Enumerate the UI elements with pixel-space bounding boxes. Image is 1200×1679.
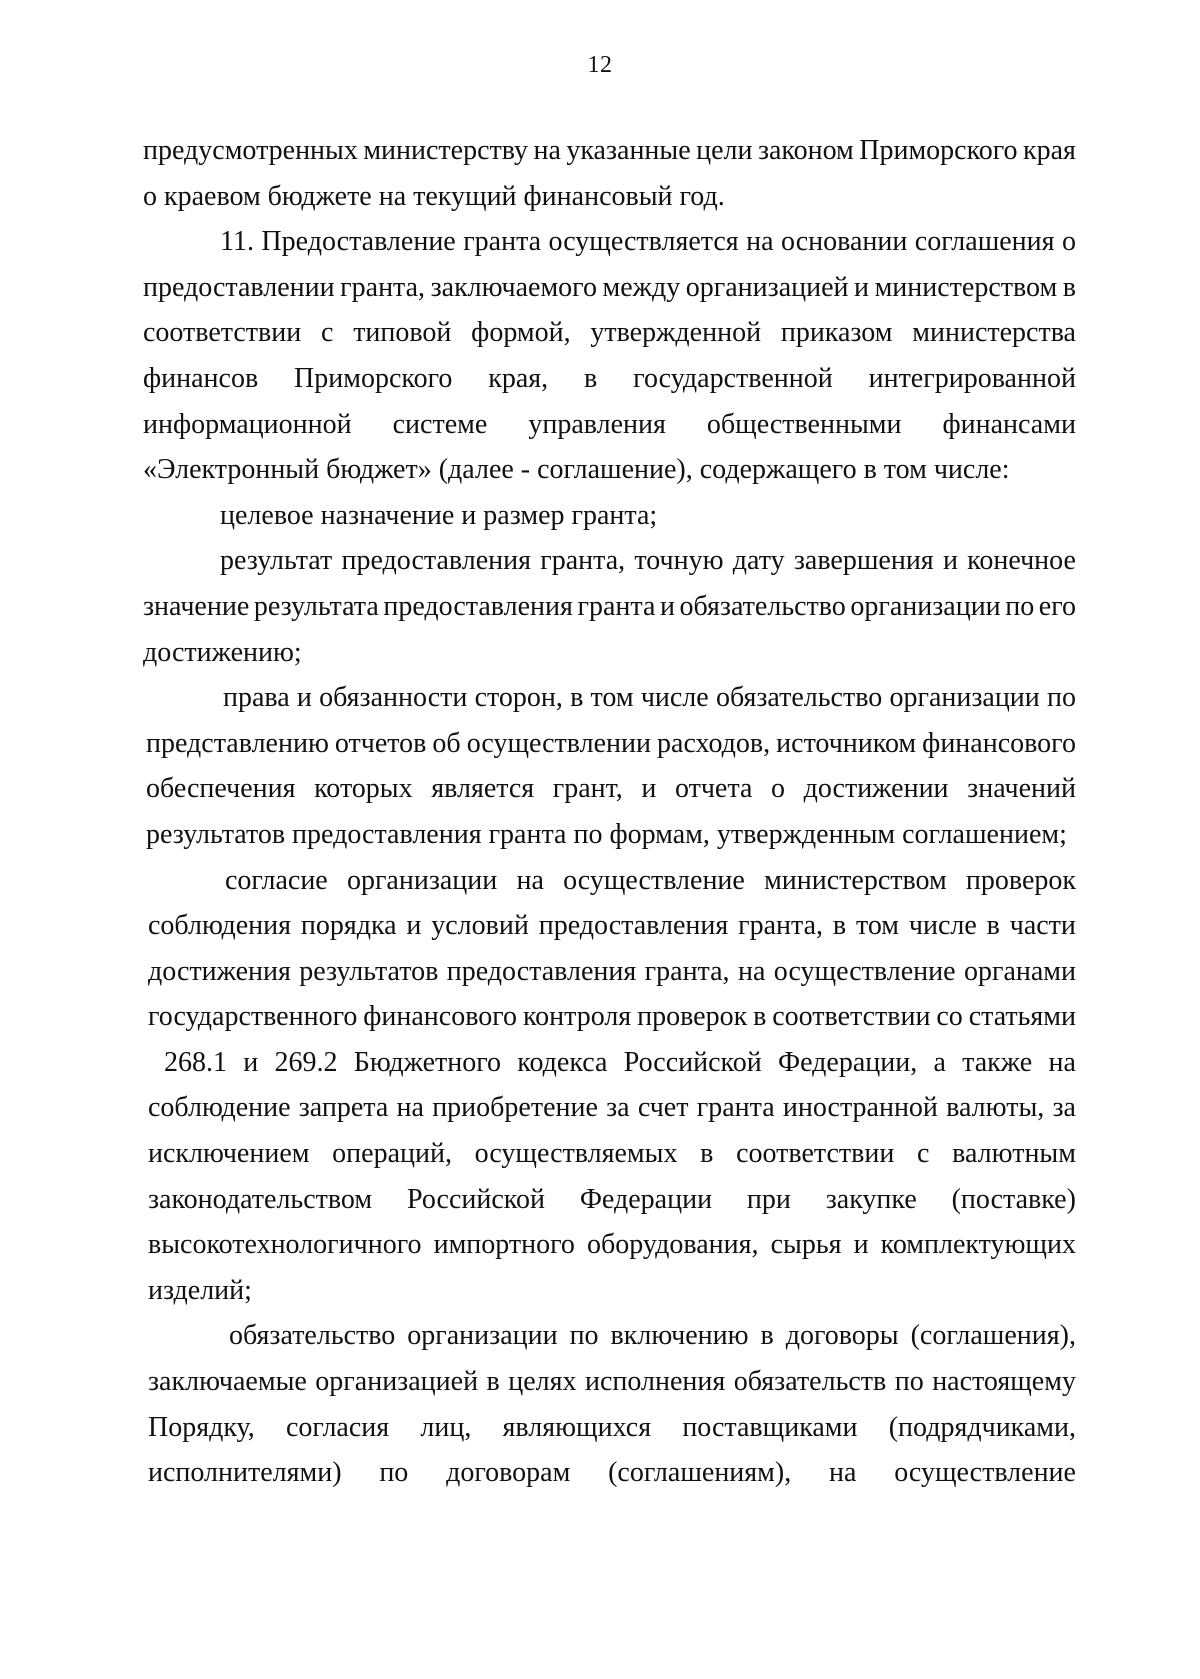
word: Приморского <box>294 362 453 394</box>
word: информационной <box>143 408 352 440</box>
word: оборудования, <box>587 1229 759 1261</box>
word: и <box>641 773 657 805</box>
word: 11. <box>220 226 254 258</box>
word: с <box>320 317 334 349</box>
word: организации <box>850 590 1001 622</box>
word: соглашения <box>914 226 1055 258</box>
word: исключением <box>148 1138 310 1170</box>
word: запрета <box>298 1092 389 1124</box>
word: и <box>296 682 312 714</box>
word: в <box>584 362 598 394</box>
word: в <box>986 910 1000 942</box>
text-line-29 <box>148 1405 1076 1451</box>
word: согласие <box>225 864 328 896</box>
word: завершения <box>793 545 934 577</box>
text-line-15 <box>146 766 1076 812</box>
word: 268.1 <box>164 1046 227 1078</box>
word: предоставления <box>538 910 729 942</box>
word: настоящему <box>932 1366 1076 1398</box>
word: и <box>854 271 870 303</box>
word: по <box>569 1320 599 1352</box>
word: обязательств <box>733 1366 887 1398</box>
word: министерством <box>764 864 947 896</box>
text-line-30 <box>148 1450 1076 1496</box>
word: целях <box>508 1366 577 1398</box>
word: финансов <box>143 362 259 394</box>
word: валюты, <box>946 1092 1045 1124</box>
text-line-4 <box>143 265 1076 311</box>
word: Приморского <box>859 135 1018 166</box>
word: комплектующих <box>880 1229 1076 1261</box>
page-number: 12 <box>587 52 613 78</box>
word: (подрядчиками, <box>888 1411 1076 1443</box>
word: финансами <box>942 408 1076 440</box>
word: системе <box>392 408 488 440</box>
word: о <box>1061 226 1076 258</box>
word: по <box>1005 590 1035 622</box>
word: расходов, <box>657 727 771 759</box>
text-line-3 <box>143 219 1076 265</box>
word: достижении <box>803 773 949 805</box>
word: источником <box>776 727 917 759</box>
word: условий <box>431 910 529 942</box>
word: типовой <box>353 317 452 349</box>
text-line-8: «Электронный бюджет» (далее - соглашение), содержащего в том числе: <box>143 454 1010 486</box>
text-line-16: результатов предоставления гранта по формам, утвержденным соглашением; <box>146 818 1067 850</box>
word: лиц, <box>420 1411 472 1443</box>
word: приобретение <box>432 1092 598 1124</box>
word: предоставлении <box>143 271 335 303</box>
text-line-23 <box>148 1131 1076 1177</box>
word: цели <box>696 135 753 166</box>
text-line-17 <box>148 858 1076 904</box>
word: закупке <box>825 1183 917 1215</box>
word: том <box>855 910 900 942</box>
word: также <box>962 1046 1033 1078</box>
text-line-19 <box>148 949 1076 995</box>
word: утвержденной <box>590 317 762 349</box>
word: о <box>770 773 785 805</box>
word: гранта <box>577 590 656 622</box>
word: организацией <box>685 271 849 303</box>
word: заключаемые <box>148 1366 307 1398</box>
word: Российской <box>406 1183 545 1215</box>
word: на <box>396 1092 424 1124</box>
word: предусмотренных <box>143 135 358 166</box>
word: органами <box>963 955 1076 987</box>
word: государственной <box>633 362 833 394</box>
word: в <box>1062 271 1076 303</box>
word: осуществление <box>894 1457 1076 1489</box>
text-line-6 <box>143 356 1076 402</box>
word: в <box>760 1320 774 1352</box>
word: кодекса <box>517 1046 608 1078</box>
text-line-25 <box>148 1222 1076 1268</box>
word: части <box>1009 910 1076 942</box>
word: за <box>606 1092 630 1124</box>
word: управления <box>528 408 666 440</box>
word: соблюдения <box>148 910 291 942</box>
word: по <box>379 1457 409 1489</box>
text-line-13 <box>146 675 1076 721</box>
word: организации <box>889 682 1040 714</box>
word: числе <box>640 682 709 714</box>
word: соответствии <box>143 317 302 349</box>
word: счет <box>637 1092 689 1124</box>
word: об <box>432 727 461 759</box>
word: министерству <box>363 135 529 166</box>
word: организацией <box>315 1366 479 1398</box>
word: указанные <box>566 135 691 166</box>
word: обязательство <box>715 682 883 714</box>
word: на <box>1048 1046 1076 1078</box>
text-line-21 <box>148 1040 1076 1086</box>
text-line-7 <box>143 402 1076 448</box>
word: (соглашения), <box>910 1320 1076 1352</box>
word: обязанности <box>319 682 468 714</box>
text-line-26: изделий; <box>148 1274 252 1306</box>
word: законодательством <box>148 1183 373 1215</box>
word: являющихся <box>502 1411 652 1443</box>
word: конечное <box>967 545 1076 577</box>
word: организации <box>346 864 498 896</box>
word: при <box>746 1183 791 1215</box>
word: в <box>753 1001 767 1033</box>
word: предоставления <box>446 955 637 987</box>
word: Федерации <box>579 1183 713 1215</box>
word: и <box>659 590 675 622</box>
word: соответствии <box>772 1001 931 1033</box>
word: заключаемого <box>430 271 597 303</box>
word: его <box>1038 590 1076 622</box>
word: приказом <box>780 317 893 349</box>
word: является <box>431 773 535 805</box>
word: осуществление <box>563 864 745 896</box>
word: Российской <box>623 1046 762 1078</box>
word: и <box>942 545 958 577</box>
word: осуществляется <box>548 226 739 258</box>
word: Бюджетного <box>353 1046 502 1078</box>
word: Федерации, <box>777 1046 918 1078</box>
word: достижения <box>148 955 291 987</box>
word: значений <box>967 773 1076 805</box>
word: осуществляемых <box>474 1138 678 1170</box>
word: законом <box>757 135 854 166</box>
word: с <box>917 1138 930 1170</box>
word: которых <box>314 773 413 805</box>
word: на <box>829 1457 857 1489</box>
word: в <box>570 682 584 714</box>
word: основании <box>781 226 908 258</box>
word: в <box>832 910 847 942</box>
word: соответствии <box>736 1138 895 1170</box>
word: иностранной <box>782 1092 938 1124</box>
word: точную <box>634 545 724 577</box>
word: в <box>700 1138 714 1170</box>
word: Предоставление <box>261 226 456 258</box>
text-line-27 <box>148 1313 1076 1359</box>
word: том <box>590 682 634 714</box>
word: формой, <box>471 317 571 349</box>
text-line-18 <box>148 903 1076 949</box>
word: осуществлении <box>466 727 651 759</box>
word: министерства <box>912 317 1076 349</box>
word: общественными <box>706 408 902 440</box>
word: гранта, <box>644 955 730 987</box>
word: импортного <box>433 1229 575 1261</box>
text-line-24 <box>148 1177 1076 1223</box>
word: гранта <box>463 226 542 258</box>
word: (поставке) <box>951 1183 1076 1215</box>
word: согласия <box>285 1411 390 1443</box>
text-line-11 <box>143 584 1076 630</box>
text-line-2: о краевом бюджете на текущий финансовый год. <box>143 180 725 212</box>
word: представлению <box>146 727 329 759</box>
word: порядка <box>300 910 397 942</box>
word: и <box>243 1046 259 1078</box>
word: проверок <box>637 1001 748 1033</box>
word: гранта, <box>340 271 426 303</box>
word: отчетов <box>334 727 427 759</box>
word: предоставления <box>383 590 573 622</box>
word: договоры <box>785 1320 899 1352</box>
word: государственного <box>148 1001 358 1033</box>
word: (соглашениям), <box>608 1457 792 1489</box>
word: обеспечения <box>146 773 296 805</box>
word: гранта <box>696 1092 775 1124</box>
word: в <box>486 1366 500 1398</box>
word: грант, <box>552 773 623 805</box>
word: финансового <box>922 727 1076 759</box>
text-line-9: целевое назначение и размер гранта; <box>220 499 658 531</box>
word: высокотехнологичного <box>148 1229 422 1261</box>
word: сырья <box>770 1229 842 1261</box>
word: включению <box>610 1320 749 1352</box>
word: гранта, <box>738 910 823 942</box>
text-line-22 <box>148 1085 1076 1131</box>
document-body <box>143 128 1076 1496</box>
word: исполнения <box>585 1366 726 1398</box>
word: за <box>1052 1092 1076 1124</box>
word: предоставления <box>341 545 531 577</box>
text-line-5 <box>143 310 1076 356</box>
word: а <box>933 1046 946 1078</box>
word: на <box>737 955 766 987</box>
word: и <box>853 1229 869 1261</box>
word: по <box>894 1366 924 1398</box>
word: 269.2 <box>274 1046 338 1078</box>
word: между <box>602 271 681 303</box>
word: осуществление <box>773 955 956 987</box>
word: на <box>516 864 544 896</box>
word: края, <box>488 362 549 394</box>
word: числе <box>908 910 977 942</box>
word: и <box>406 910 422 942</box>
word: результат <box>220 545 333 577</box>
word: министерством <box>874 271 1058 303</box>
word: Порядку, <box>148 1411 255 1443</box>
word: статьями <box>968 1001 1076 1033</box>
word: результатов <box>299 955 439 987</box>
word: договорам <box>446 1457 571 1489</box>
word: контроля <box>522 1001 632 1033</box>
word: на <box>746 226 774 258</box>
word: по <box>1047 682 1076 714</box>
text-line-28 <box>148 1359 1076 1405</box>
word: значение <box>143 590 250 622</box>
word: края <box>1023 135 1076 166</box>
word: операций, <box>332 1138 452 1170</box>
word: обязательство <box>229 1320 396 1352</box>
word: исполнителями) <box>148 1457 342 1489</box>
word: проверок <box>965 864 1076 896</box>
word: интегрированной <box>868 362 1076 394</box>
text-line-1 <box>143 128 1076 174</box>
word: финансового <box>363 1001 518 1033</box>
text-line-14 <box>146 721 1076 767</box>
word: гранта, <box>540 545 626 577</box>
word: результата <box>253 590 379 622</box>
word: валютным <box>952 1138 1076 1170</box>
text-line-20 <box>148 994 1076 1040</box>
text-line-12: достижению; <box>143 636 302 668</box>
word: со <box>936 1001 963 1033</box>
word: отчета <box>674 773 753 805</box>
word: права <box>223 682 290 714</box>
word: организации <box>407 1320 558 1352</box>
word: соблюдение <box>148 1092 291 1124</box>
word: обязательство <box>679 590 846 622</box>
word: поставщиками <box>682 1411 858 1443</box>
word: дату <box>732 545 785 577</box>
word: на <box>533 135 561 166</box>
word: сторон, <box>474 682 563 714</box>
text-line-10 <box>143 538 1076 584</box>
